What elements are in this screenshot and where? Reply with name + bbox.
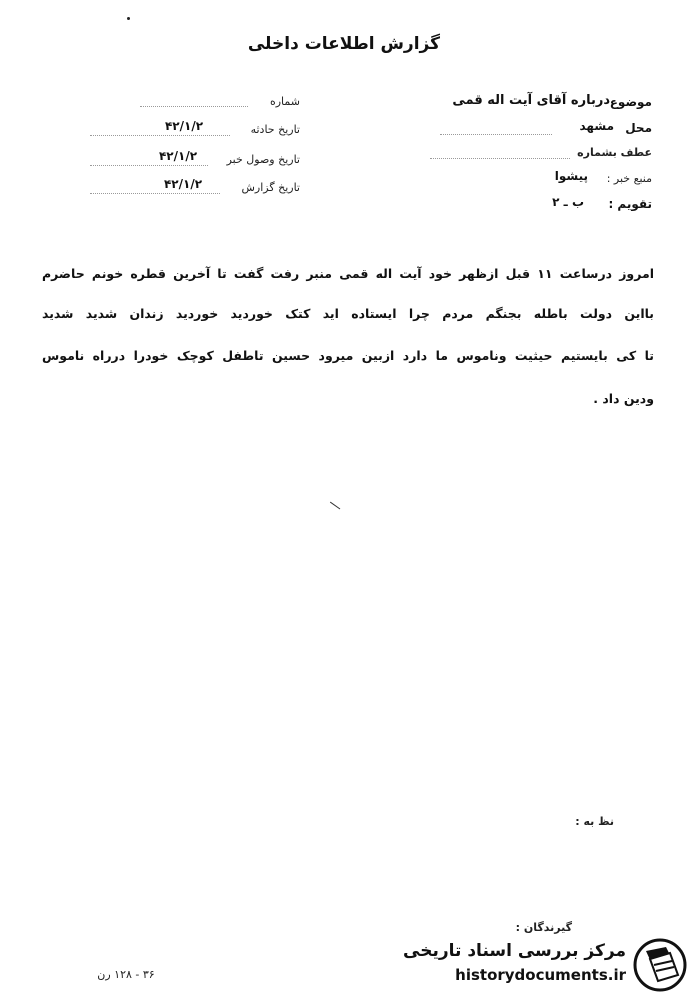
report-title: گزارش اطلاعات داخلی: [247, 34, 440, 54]
incident-date-value: ۴۲/۱/۲: [164, 119, 204, 133]
place-label: محل: [625, 121, 652, 135]
document-center-logo-icon: [632, 937, 688, 993]
form-code: ۳۶ - ۱۲۸ رن: [97, 968, 155, 981]
reference-dotted-line: [430, 158, 570, 159]
body-line-1: امروز درساعت ۱۱ قبل ازظهر خود آیت اله قمی منبر رفت گفت تا آخرین قطره خونم حاضرم: [42, 266, 655, 281]
body-line-3: تا کی بایستیم حیثیت وناموس ما دارد ازبین میرود حسین تاطفل کوچک خودرا درراه ناموس: [42, 348, 654, 363]
receipt-date-label: تاریخ وصول خبر: [226, 153, 300, 166]
source-value: پیشوا: [554, 169, 588, 183]
incident-date-dotted-line: [90, 135, 230, 136]
place-value: مشهد: [579, 119, 614, 133]
body-line-4: ودین داد .: [593, 391, 654, 406]
evaluation-label: تقویم :: [608, 197, 652, 211]
subject-label: موضوع: [609, 95, 652, 109]
number-dotted-line: [140, 106, 248, 107]
watermark-url: historydocuments.ir: [455, 966, 626, 984]
number-label: شماره: [269, 95, 300, 108]
receipt-date-dotted-line: [90, 165, 208, 166]
report-date-label: تاریخ گزارش: [241, 181, 300, 194]
copy-to-label: نظ به :: [575, 815, 614, 828]
incident-date-label: تاریخ حادثه: [250, 123, 300, 136]
watermark-title: مرکز بررسی اسناد تاریخی: [403, 941, 626, 961]
source-label: منبع خبر :: [606, 172, 652, 185]
evaluation-value: ب ـ ۲: [552, 195, 584, 209]
place-dotted-line: [440, 134, 552, 135]
receipt-date-value: ۴۲/۱/۲: [158, 149, 198, 163]
subject-value: درباره آقای آیت اله قمی: [452, 93, 610, 108]
report-date-value: ۴۲/۱/۲: [163, 177, 203, 191]
reference-label: عطف بشماره: [577, 146, 652, 159]
report-date-dotted-line: [90, 193, 220, 194]
scan-speck: [127, 17, 130, 20]
body-line-2: بااین دولت باطله بجنگم مردم چرا ایستاده اید کتک خوردید خوردید زندان شدید شدید: [42, 306, 654, 321]
scan-stroke-mark: [330, 502, 341, 510]
recipients-label: گیرندگان :: [515, 921, 572, 934]
